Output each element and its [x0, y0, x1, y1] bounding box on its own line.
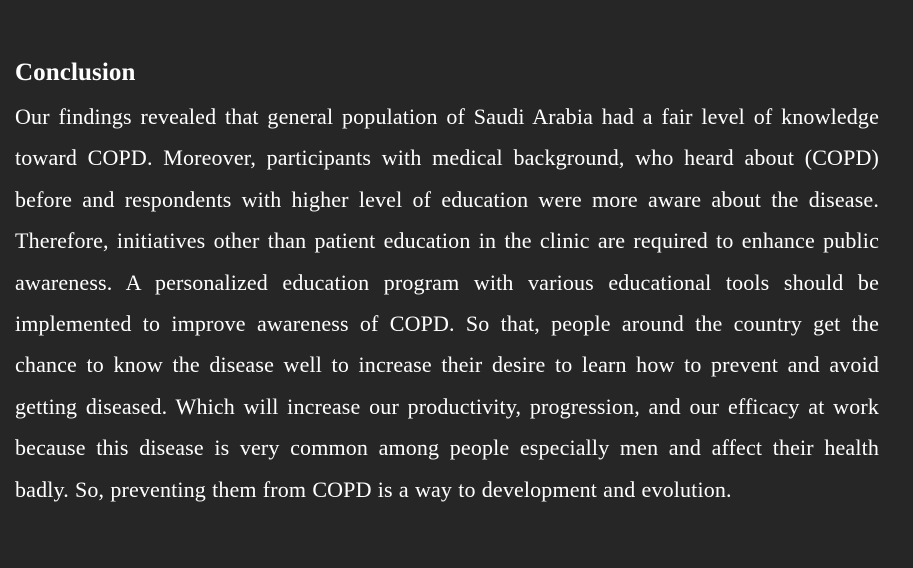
document-body: [15, 56, 879, 510]
conclusion-paragraph: Our findings revealed that general population of Saudi Arabia had a fair level of knowledge toward COPD. Moreover, participants with medical background, who heard about (COPD) before and respondents with higher level of education were more aware about the disease. Therefore, initiatives other than patient education in the clinic are required to enhance public awareness. A personalized education program with various educational tools should be implemented to improve awareness of COPD. So that, people around the country get the chance to know the disease well to increase their desire to learn how to prevent and avoid getting diseased. Which will increase our productivity, progression, and our efficacy at work because this disease is very common among people especially men and affect their health badly. So, preventing them from COPD is a way to development and evolution.: [15, 104, 879, 502]
section-heading: Conclusion: [15, 59, 136, 86]
